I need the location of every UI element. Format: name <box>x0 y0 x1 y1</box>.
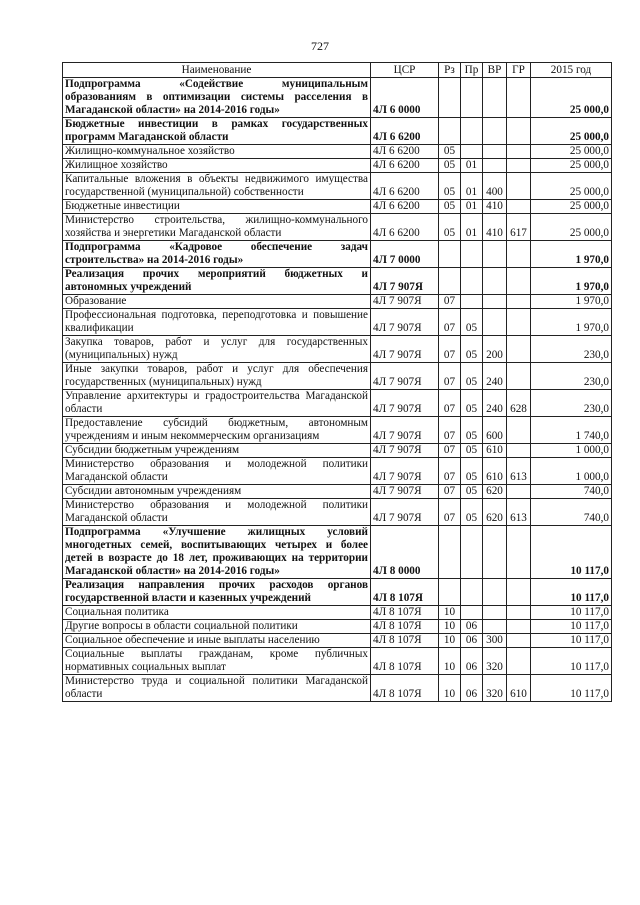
cell-gr <box>507 485 531 499</box>
table-row <box>63 159 612 173</box>
cell-pr: 05 <box>461 390 483 417</box>
cell-rz: 05 <box>439 159 461 173</box>
cell-name: Социальные выплаты гражданам, кроме публичных нормативных социальных выплат <box>63 648 371 675</box>
cell-vr: 200 <box>483 336 507 363</box>
cell-pr <box>461 579 483 606</box>
cell-gr: 617 <box>507 214 531 241</box>
cell-rz: 07 <box>439 363 461 390</box>
table-row <box>63 363 612 390</box>
cell-name: Другие вопросы в области социальной политики <box>63 620 371 634</box>
table-row <box>63 444 612 458</box>
cell-amount: 1 970,0 <box>531 309 612 336</box>
cell-rz: 07 <box>439 499 461 526</box>
cell-pr <box>461 145 483 159</box>
cell-gr <box>507 145 531 159</box>
cell-pr: 06 <box>461 634 483 648</box>
cell-csr: 4Л 7 907Я <box>371 363 439 390</box>
cell-vr <box>483 268 507 295</box>
cell-amount: 25 000,0 <box>531 173 612 200</box>
cell-name: Подпрограмма «Кадровое обеспечение задач строительства» на 2014-2016 годы» <box>63 241 371 268</box>
cell-pr: 05 <box>461 309 483 336</box>
cell-gr <box>507 579 531 606</box>
table-row <box>63 173 612 200</box>
cell-gr <box>507 634 531 648</box>
table-row <box>63 526 612 579</box>
cell-name: Профессиональная подготовка, переподготовка и повышение квалификации <box>63 309 371 336</box>
table-row <box>63 634 612 648</box>
table-row <box>63 675 612 702</box>
cell-rz <box>439 118 461 145</box>
cell-amount: 230,0 <box>531 336 612 363</box>
cell-vr: 610 <box>483 458 507 485</box>
cell-amount: 10 117,0 <box>531 634 612 648</box>
cell-vr <box>483 526 507 579</box>
cell-csr: 4Л 7 907Я <box>371 268 439 295</box>
cell-gr <box>507 417 531 444</box>
cell-csr: 4Л 8 107Я <box>371 606 439 620</box>
cell-rz: 07 <box>439 458 461 485</box>
cell-csr: 4Л 7 907Я <box>371 417 439 444</box>
table-row <box>63 648 612 675</box>
cell-amount: 10 117,0 <box>531 620 612 634</box>
cell-pr: 01 <box>461 214 483 241</box>
cell-vr <box>483 606 507 620</box>
cell-pr: 05 <box>461 485 483 499</box>
cell-csr: 4Л 6 0000 <box>371 78 439 118</box>
cell-name: Реализация направления прочих расходов органов государственной власти и казенных учреждений <box>63 579 371 606</box>
cell-amount: 25 000,0 <box>531 145 612 159</box>
cell-vr: 240 <box>483 390 507 417</box>
cell-gr <box>507 648 531 675</box>
cell-gr <box>507 78 531 118</box>
cell-csr: 4Л 6 6200 <box>371 173 439 200</box>
cell-pr: 01 <box>461 159 483 173</box>
cell-vr: 620 <box>483 485 507 499</box>
cell-vr: 400 <box>483 173 507 200</box>
cell-pr <box>461 241 483 268</box>
cell-rz: 05 <box>439 173 461 200</box>
cell-name: Образование <box>63 295 371 309</box>
cell-gr <box>507 606 531 620</box>
cell-gr: 610 <box>507 675 531 702</box>
cell-csr: 4Л 7 907Я <box>371 309 439 336</box>
cell-rz: 10 <box>439 620 461 634</box>
table-row <box>63 620 612 634</box>
cell-amount: 230,0 <box>531 363 612 390</box>
header-rz: Рз <box>439 63 461 78</box>
cell-amount: 25 000,0 <box>531 78 612 118</box>
cell-csr: 4Л 8 0000 <box>371 526 439 579</box>
cell-pr: 06 <box>461 675 483 702</box>
header-vr: ВР <box>483 63 507 78</box>
cell-pr: 06 <box>461 620 483 634</box>
cell-pr <box>461 78 483 118</box>
cell-pr: 06 <box>461 648 483 675</box>
cell-rz: 10 <box>439 675 461 702</box>
cell-amount: 230,0 <box>531 390 612 417</box>
table-row <box>63 309 612 336</box>
cell-amount: 10 117,0 <box>531 675 612 702</box>
cell-amount: 1 970,0 <box>531 295 612 309</box>
table-row <box>63 336 612 363</box>
cell-gr <box>507 526 531 579</box>
cell-gr: 613 <box>507 458 531 485</box>
cell-name: Бюджетные инвестиции <box>63 200 371 214</box>
cell-vr: 610 <box>483 444 507 458</box>
cell-csr: 4Л 6 6200 <box>371 118 439 145</box>
cell-rz: 07 <box>439 390 461 417</box>
cell-name: Министерство труда и социальной политики Магаданской области <box>63 675 371 702</box>
cell-rz <box>439 268 461 295</box>
table-row <box>63 499 612 526</box>
cell-rz: 07 <box>439 485 461 499</box>
cell-vr: 300 <box>483 634 507 648</box>
cell-pr: 05 <box>461 444 483 458</box>
cell-gr <box>507 336 531 363</box>
cell-vr: 240 <box>483 363 507 390</box>
cell-vr: 320 <box>483 675 507 702</box>
table-row <box>63 78 612 118</box>
table-row <box>63 118 612 145</box>
table-row <box>63 268 612 295</box>
cell-gr <box>507 268 531 295</box>
table-row <box>63 145 612 159</box>
cell-gr <box>507 309 531 336</box>
cell-gr <box>507 159 531 173</box>
cell-pr: 05 <box>461 499 483 526</box>
cell-vr <box>483 620 507 634</box>
cell-csr: 4Л 8 107Я <box>371 579 439 606</box>
budget-table <box>62 62 612 702</box>
cell-pr: 05 <box>461 458 483 485</box>
cell-name: Министерство образования и молодежной политики Магаданской области <box>63 499 371 526</box>
cell-vr <box>483 579 507 606</box>
cell-name: Подпрограмма «Улучшение жилищных условий многодетных семей, воспитывающих четырех и более детей в возрасте до 18 лет, проживающих на территории Магаданской области» на 2014-2016 годы» <box>63 526 371 579</box>
cell-name: Министерство строительства, жилищно-коммунального хозяйства и энергетики Магаданской области <box>63 214 371 241</box>
table-header <box>63 63 612 78</box>
cell-name: Реализация прочих мероприятий бюджетных и автономных учреждений <box>63 268 371 295</box>
cell-name: Капитальные вложения в объекты недвижимого имущества государственной (муниципальной) собственности <box>63 173 371 200</box>
table-row <box>63 200 612 214</box>
cell-gr <box>507 363 531 390</box>
cell-pr <box>461 118 483 145</box>
cell-amount: 25 000,0 <box>531 200 612 214</box>
cell-vr <box>483 309 507 336</box>
cell-amount: 25 000,0 <box>531 159 612 173</box>
cell-name: Социальная политика <box>63 606 371 620</box>
cell-rz: 10 <box>439 634 461 648</box>
cell-name: Социальное обеспечение и иные выплаты населению <box>63 634 371 648</box>
cell-amount: 1 000,0 <box>531 444 612 458</box>
header-pr: Пр <box>461 63 483 78</box>
cell-rz: 07 <box>439 336 461 363</box>
cell-name: Жилищно-коммунальное хозяйство <box>63 145 371 159</box>
cell-pr <box>461 526 483 579</box>
cell-pr <box>461 268 483 295</box>
cell-pr <box>461 295 483 309</box>
cell-vr <box>483 241 507 268</box>
table-row <box>63 241 612 268</box>
header-row <box>63 63 612 78</box>
cell-rz <box>439 241 461 268</box>
cell-gr <box>507 118 531 145</box>
cell-name: Закупка товаров, работ и услуг для государственных (муниципальных) нужд <box>63 336 371 363</box>
cell-rz: 05 <box>439 214 461 241</box>
cell-amount: 10 117,0 <box>531 606 612 620</box>
page-number: 727 <box>311 39 329 53</box>
cell-csr: 4Л 7 907Я <box>371 390 439 417</box>
cell-gr: 628 <box>507 390 531 417</box>
cell-rz: 05 <box>439 200 461 214</box>
cell-name: Субсидии бюджетным учреждениям <box>63 444 371 458</box>
cell-csr: 4Л 7 907Я <box>371 485 439 499</box>
cell-amount: 10 117,0 <box>531 579 612 606</box>
cell-name: Управление архитектуры и градостроительства Магаданской области <box>63 390 371 417</box>
cell-vr <box>483 78 507 118</box>
cell-pr <box>461 606 483 620</box>
cell-gr <box>507 620 531 634</box>
cell-gr <box>507 200 531 214</box>
table-row <box>63 390 612 417</box>
cell-rz: 07 <box>439 295 461 309</box>
cell-csr: 4Л 8 107Я <box>371 648 439 675</box>
header-name: Наименование <box>63 63 371 78</box>
cell-vr: 600 <box>483 417 507 444</box>
cell-pr: 01 <box>461 200 483 214</box>
cell-gr: 613 <box>507 499 531 526</box>
cell-vr <box>483 118 507 145</box>
cell-name: Бюджетные инвестиции в рамках государственных программ Магаданской области <box>63 118 371 145</box>
cell-rz: 07 <box>439 309 461 336</box>
cell-name: Жилищное хозяйство <box>63 159 371 173</box>
cell-gr <box>507 444 531 458</box>
cell-vr: 410 <box>483 214 507 241</box>
cell-rz: 07 <box>439 417 461 444</box>
table-row <box>63 485 612 499</box>
cell-csr: 4Л 6 6200 <box>371 145 439 159</box>
cell-csr: 4Л 8 107Я <box>371 620 439 634</box>
cell-vr <box>483 145 507 159</box>
cell-csr: 4Л 6 6200 <box>371 214 439 241</box>
header-year: 2015 год <box>531 63 612 78</box>
cell-name: Предоставление субсидий бюджетным, автономным учреждениям и иным некоммерческим организациям <box>63 417 371 444</box>
cell-name: Иные закупки товаров, работ и услуг для обеспечения государственных (муниципальных) нужд <box>63 363 371 390</box>
cell-csr: 4Л 8 107Я <box>371 634 439 648</box>
cell-name: Министерство образования и молодежной политики Магаданской области <box>63 458 371 485</box>
cell-csr: 4Л 7 907Я <box>371 295 439 309</box>
cell-rz: 10 <box>439 648 461 675</box>
cell-rz <box>439 579 461 606</box>
cell-csr: 4Л 6 6200 <box>371 200 439 214</box>
cell-amount: 1 000,0 <box>531 458 612 485</box>
cell-vr <box>483 159 507 173</box>
cell-csr: 4Л 6 6200 <box>371 159 439 173</box>
cell-amount: 1 970,0 <box>531 241 612 268</box>
cell-amount: 740,0 <box>531 499 612 526</box>
cell-rz: 05 <box>439 145 461 159</box>
table-row <box>63 606 612 620</box>
cell-amount: 25 000,0 <box>531 214 612 241</box>
cell-amount: 10 117,0 <box>531 648 612 675</box>
cell-gr <box>507 295 531 309</box>
cell-vr: 410 <box>483 200 507 214</box>
cell-vr: 320 <box>483 648 507 675</box>
table-row <box>63 295 612 309</box>
table-row <box>63 214 612 241</box>
cell-pr: 05 <box>461 336 483 363</box>
cell-name: Подпрограмма «Содействие муниципальным образованиям в оптимизации системы расселения в Магаданской области» на 2014-2016 годы» <box>63 78 371 118</box>
header-csr: ЦСР <box>371 63 439 78</box>
cell-csr: 4Л 7 907Я <box>371 499 439 526</box>
cell-amount: 1 740,0 <box>531 417 612 444</box>
table-row <box>63 458 612 485</box>
cell-csr: 4Л 7 907Я <box>371 336 439 363</box>
cell-name: Субсидии автономным учреждениям <box>63 485 371 499</box>
cell-rz: 10 <box>439 606 461 620</box>
cell-csr: 4Л 7 0000 <box>371 241 439 268</box>
cell-pr: 01 <box>461 173 483 200</box>
cell-rz <box>439 78 461 118</box>
cell-pr: 05 <box>461 417 483 444</box>
header-gr: ГР <box>507 63 531 78</box>
cell-vr <box>483 295 507 309</box>
cell-pr: 05 <box>461 363 483 390</box>
cell-amount: 1 970,0 <box>531 268 612 295</box>
table-row <box>63 579 612 606</box>
table-row <box>63 417 612 444</box>
cell-amount: 25 000,0 <box>531 118 612 145</box>
cell-csr: 4Л 7 907Я <box>371 458 439 485</box>
cell-gr <box>507 241 531 268</box>
cell-csr: 4Л 8 107Я <box>371 675 439 702</box>
cell-vr: 620 <box>483 499 507 526</box>
cell-amount: 740,0 <box>531 485 612 499</box>
table-body <box>63 78 612 702</box>
cell-csr: 4Л 7 907Я <box>371 444 439 458</box>
cell-rz <box>439 526 461 579</box>
cell-amount: 10 117,0 <box>531 526 612 579</box>
cell-gr <box>507 173 531 200</box>
cell-rz: 07 <box>439 444 461 458</box>
